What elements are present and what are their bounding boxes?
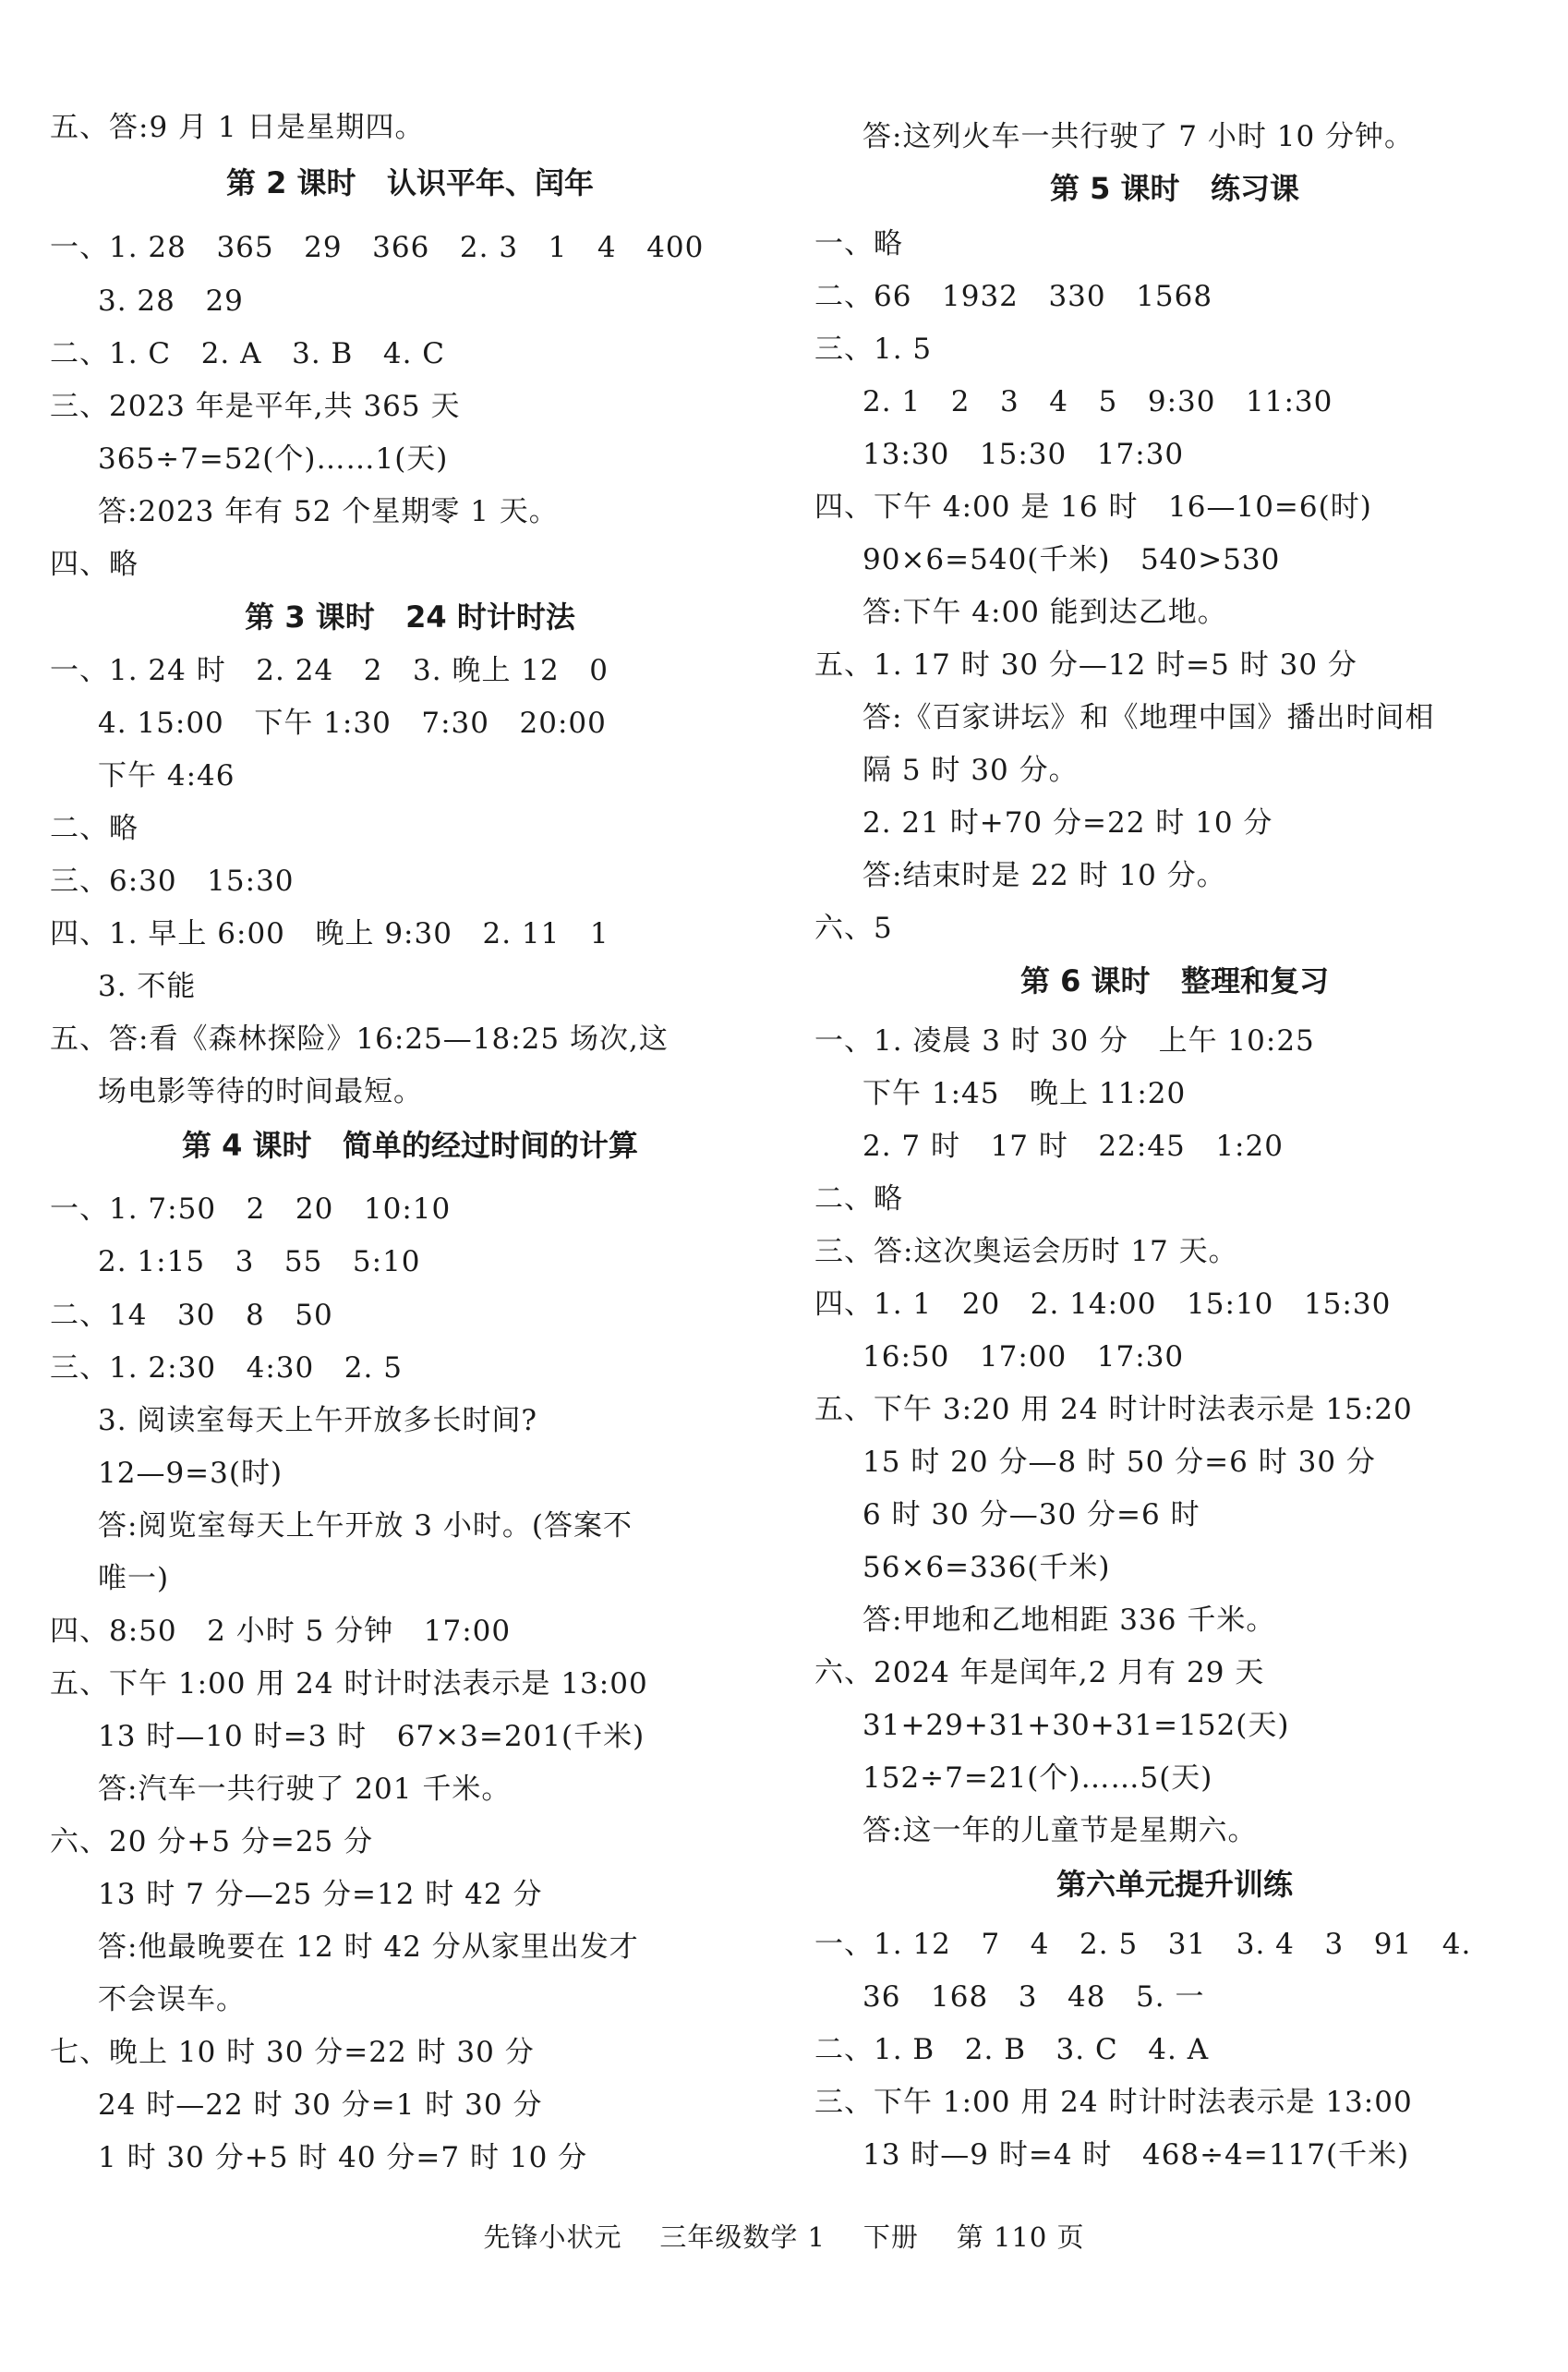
page-footer: 先锋小状元 三年级数学 1 下册 第 110 页: [483, 2221, 1085, 2253]
answer-line: 152÷7=21(个)……5(天): [862, 1761, 1213, 1795]
answer-line: 15 时 20 分—8 时 50 分=6 时 30 分: [862, 1446, 1376, 1479]
answer-line: 16:50 17:00 17:30: [862, 1340, 1185, 1374]
answer-line: 六、20 分+5 分=25 分: [50, 1825, 374, 1858]
answer-line: 三、答:这次奥运会历时 17 天。: [814, 1235, 1238, 1268]
answer-line: 一、1. 凌晨 3 时 30 分 上午 10:25: [814, 1024, 1315, 1058]
answer-line: 三、下午 1:00 用 24 时计时法表示是 13:00: [814, 2086, 1413, 2119]
answer-line: 五、1. 17 时 30 分—12 时=5 时 30 分: [814, 648, 1357, 682]
answer-line: 下午 1:45 晚上 11:20: [862, 1077, 1187, 1110]
answer-line: 唯一): [98, 1562, 170, 1595]
answer-line: 场电影等待的时间最短。: [98, 1075, 423, 1108]
answer-line: 13 时—10 时=3 时 67×3=201(千米): [98, 1720, 645, 1753]
answer-line: 四、1. 1 20 2. 14:00 15:10 15:30: [814, 1288, 1392, 1321]
answer-line: 三、2023 年是平年,共 365 天: [50, 390, 461, 423]
answer-line: 六、5: [814, 912, 893, 945]
answer-line: 四、下午 4:00 是 16 时 16—10=6(时): [814, 490, 1372, 524]
answer-line: 2. 21 时+70 分=22 时 10 分: [862, 806, 1273, 840]
answer-line: 答:他最晚要在 12 时 42 分从家里出发才: [98, 1930, 639, 1964]
answer-line: 3. 28 29: [98, 284, 244, 318]
answer-line: 四、1. 早上 6:00 晚上 9:30 2. 11 1: [50, 917, 609, 950]
answer-line: 一、略: [814, 227, 903, 260]
answer-line: 一、1. 28 365 29 366 2. 3 1 4 400: [50, 231, 705, 264]
answer-line: 五、答:看《森林探险》16:25—18:25 场次,这: [50, 1023, 669, 1056]
answer-line: 二、略: [814, 1182, 903, 1216]
answer-line: 一、1. 7:50 2 20 10:10: [50, 1192, 452, 1226]
answer-line: 13:30 15:30 17:30: [862, 438, 1185, 471]
answer-line: 不会误车。: [98, 1983, 246, 2016]
section-title: 第 5 课时 练习课: [1050, 171, 1299, 206]
answer-line: 3. 不能: [98, 970, 197, 1003]
section-title: 第六单元提升训练: [1055, 1867, 1293, 1902]
answer-line: 1 时 30 分+5 时 40 分=7 时 10 分: [98, 2141, 588, 2174]
answer-line: 答:下午 4:00 能到达乙地。: [862, 596, 1227, 629]
answer-line: 答:阅览室每天上午开放 3 小时。(答案不: [98, 1509, 633, 1543]
answer-line: 答:甲地和乙地相距 336 千米。: [862, 1604, 1276, 1637]
answer-line: 二、66 1932 330 1568: [814, 280, 1213, 313]
answer-line: 56×6=336(千米): [862, 1551, 1111, 1584]
answer-line: 13 时 7 分—25 分=12 时 42 分: [98, 1878, 543, 1911]
answer-line: 五、下午 3:20 用 24 时计时法表示是 15:20: [814, 1393, 1413, 1426]
section-title: 第 3 课时 24 时计时法: [245, 599, 575, 635]
answer-line: 三、1. 2:30 4:30 2. 5: [50, 1351, 403, 1385]
answer-line: 答:《百家讲坛》和《地理中国》播出时间相: [862, 701, 1435, 734]
answer-line: 一、1. 12 7 4 2. 5 31 3. 4 3 91 4.: [814, 1928, 1472, 1961]
answer-line: 四、略: [50, 548, 139, 581]
answer-line: 四、8:50 2 小时 5 分钟 17:00: [50, 1615, 512, 1648]
answer-line: 三、1. 5: [814, 333, 933, 366]
answer-line: 90×6=540(千米) 540>530: [862, 543, 1281, 576]
answer-line: 3. 阅读室每天上午开放多长时间?: [98, 1404, 538, 1437]
answer-line: 6 时 30 分—30 分=6 时: [862, 1498, 1200, 1531]
answer-line: 答:汽车一共行驶了 201 千米。: [98, 1773, 512, 1806]
answer-line: 答:这一年的儿童节是星期六。: [862, 1814, 1258, 1847]
section-title: 第 2 课时 认识平年、闰年: [226, 165, 594, 200]
answer-line: 2. 1:15 3 55 5:10: [98, 1245, 421, 1278]
answer-line: 13 时—9 时=4 时 468÷4=117(千米): [862, 2138, 1410, 2172]
section-title: 第 4 课时 简单的经过时间的计算: [182, 1128, 638, 1163]
answer-line: 24 时—22 时 30 分=1 时 30 分: [98, 2088, 543, 2122]
answer-line: 36 168 3 48 5. 一: [862, 1980, 1205, 2014]
answer-line: 二、14 30 8 50: [50, 1299, 333, 1332]
answer-line: 31+29+31+30+31=152(天): [862, 1709, 1290, 1742]
answer-line: 二、略: [50, 812, 139, 845]
answer-line: 一、1. 24 时 2. 24 2 3. 晚上 12 0: [50, 654, 609, 687]
answer-line: 二、1. B 2. B 3. C 4. A: [814, 2033, 1210, 2066]
answer-line: 下午 4:46: [98, 759, 235, 793]
answer-line: 365÷7=52(个)……1(天): [98, 442, 449, 476]
answer-line: 2. 7 时 17 时 22:45 1:20: [862, 1130, 1284, 1163]
answer-line: 六、2024 年是闰年,2 月有 29 天: [814, 1656, 1265, 1689]
answer-line: 12—9=3(时): [98, 1457, 283, 1490]
answer-line: 七、晚上 10 时 30 分=22 时 30 分: [50, 2036, 535, 2069]
answer-line: 2. 1 2 3 4 5 9:30 11:30: [862, 385, 1333, 418]
answer-line: 三、6:30 15:30: [50, 865, 295, 898]
answer-line: 4. 15:00 下午 1:30 7:30 20:00: [98, 707, 607, 740]
answer-line: 五、答:9 月 1 日是星期四。: [50, 111, 425, 144]
answer-line: 答:这列火车一共行驶了 7 小时 10 分钟。: [862, 120, 1415, 153]
answer-line: 答:结束时是 22 时 10 分。: [862, 859, 1226, 892]
answer-line: 隔 5 时 30 分。: [862, 754, 1079, 787]
answer-line: 五、下午 1:00 用 24 时计时法表示是 13:00: [50, 1667, 648, 1700]
answer-line: 答:2023 年有 52 个星期零 1 天。: [98, 495, 559, 528]
answer-line: 二、1. C 2. A 3. B 4. C: [50, 337, 446, 370]
section-title: 第 6 课时 整理和复习: [1020, 963, 1329, 998]
